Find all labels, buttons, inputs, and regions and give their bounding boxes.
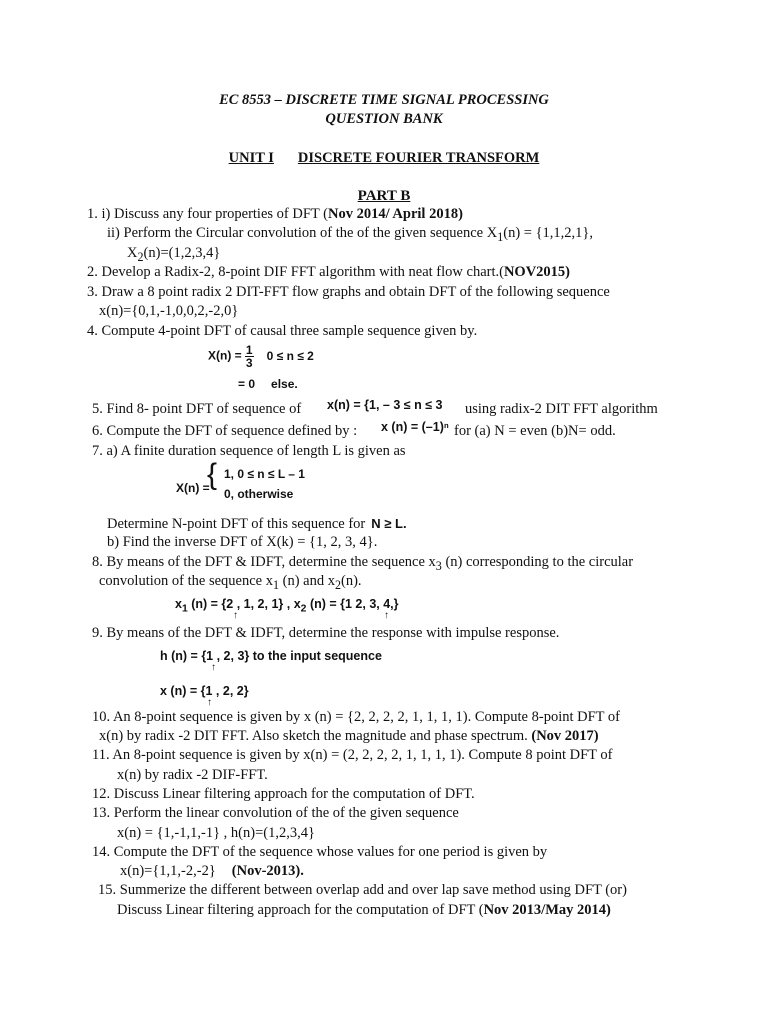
up-arrow-icon: ↑: [384, 610, 389, 621]
formula-q9-h: h (n) = {1 , 2, 3} to the input sequence: [160, 649, 382, 663]
question-text: x(n) by radix -2 DIT FFT. Also sketch the magnitude and phase spectrum.: [99, 728, 528, 744]
formula-q6: x (n) = (–1)ⁿ: [381, 420, 449, 434]
exam-tag: Nov 2014/ April 2018): [327, 206, 463, 222]
question-6: 6. Compute the DFT of sequence defined by :: [92, 423, 358, 439]
question-15: 15. Summerize the different between overlap add and over lap save method using DFT (or): [98, 882, 627, 898]
exam-tag: (Nov 2017): [531, 728, 599, 744]
formula-x2: x: [290, 597, 301, 611]
formula-x2-value: (n) = {1 2, 3, 4,}: [306, 597, 399, 611]
question-text: ii) Perform the Circular convolution of the of the given sequence X: [107, 225, 498, 241]
question-text: Discuss Linear filtering approach for the computation of DFT (: [117, 902, 484, 918]
question-14: [92, 844, 547, 861]
question-text: (n) and x: [279, 573, 335, 589]
formula-q5: x(n) = {1, – 3 ≤ n ≤ 3: [327, 398, 443, 412]
up-arrow-icon: ↑: [211, 662, 216, 673]
question-3-sequence: x(n)={0,1,-1,0,0,2,-2,0}: [99, 303, 239, 319]
formula-else: else.: [271, 377, 298, 391]
formula-case-2: 0, otherwise: [224, 487, 294, 501]
brace-icon: {: [207, 458, 218, 491]
question-3: 3. Draw a 8 point radix 2 DIT-FFT flow graphs and obtain DFT of the following sequence: [87, 284, 610, 300]
part-heading: PART B: [357, 188, 411, 204]
question-4: 4. Compute 4-point DFT of causal three sample sequence given by.: [87, 323, 478, 339]
question-text: 5. Find 8- point DFT of sequence of: [92, 401, 302, 417]
formula-case-1: 1, 0 ≤ n ≤ L – 1: [224, 467, 305, 481]
numerator: 1: [245, 343, 253, 357]
question-text: (n)=(1,2,3,4}: [143, 245, 221, 261]
formula-x1: x: [175, 597, 182, 611]
unit-number: UNIT I: [228, 150, 274, 166]
question-10-line-2: [99, 728, 599, 745]
question-13: 13. Perform the linear convolution of the of the given sequence: [92, 805, 459, 821]
question-text: 2. Develop a Radix-2, 8-point DIF FFT algorithm with neat flow chart.(: [87, 264, 504, 280]
question-5: [92, 401, 301, 418]
up-arrow-icon: ↑: [207, 697, 212, 708]
up-arrow-icon: ↑: [233, 610, 238, 621]
question-13-sequence: x(n) = {1,-1,1,-1} , h(n)=(1,2,3,4}: [117, 825, 315, 841]
question-5-tail: using radix-2 DIT FFT algorithm: [465, 401, 658, 417]
question-text: convolution of the sequence x: [99, 573, 273, 589]
subscript: 2: [334, 577, 342, 592]
condition-text: N ≥ L.: [371, 516, 407, 531]
formula-else-value: = 0: [238, 377, 256, 391]
formula-condition: 0 ≤ n ≤ 2: [266, 348, 314, 363]
question-text: (n) = {1,1,2,1},: [503, 225, 593, 241]
formula-x1-value: (n) = {2 , 1, 2, 1} ,: [187, 597, 291, 611]
question-text: (n).: [341, 573, 362, 589]
subscript: 1: [181, 603, 188, 615]
question-number: 14: [92, 844, 107, 860]
subscript: 1: [272, 577, 279, 592]
question-7-part-a: [107, 515, 407, 533]
question-9: 9. By means of the DFT & IDFT, determine the response with impulse response.: [92, 625, 560, 641]
formula-q9-x: x (n) = {1 , 2, 2}: [160, 684, 249, 698]
question-1-part-ii: [107, 225, 593, 246]
formula-fraction: [245, 344, 254, 369]
question-text: 1. i) Discuss any four properties of DFT (: [87, 206, 328, 222]
course-title: EC 8553 – DISCRETE TIME SIGNAL PROCESSING: [219, 92, 549, 108]
question-8: [92, 554, 633, 575]
question-1-part-i: [87, 206, 463, 223]
exam-tag: NOV2015): [503, 264, 571, 280]
question-7-part-b: b) Find the inverse DFT of X(k) = {1, 2, 3, 4}.: [107, 534, 378, 550]
question-8-line-2: [99, 573, 362, 594]
subscript: 2: [300, 603, 307, 615]
formula-lhs: X(n) =: [176, 481, 210, 495]
denominator: 3: [245, 356, 253, 370]
formula-lhs: X(n) =: [208, 348, 242, 363]
subscript: 1: [497, 229, 504, 244]
question-10: 10. An 8-point sequence is given by x (n) = {2, 2, 2, 2, 1, 1, 1, 1). Compute 8-point DFT of: [92, 709, 620, 725]
question-2: [87, 264, 570, 281]
exam-tag: Nov 2013/May 2014): [483, 902, 611, 918]
subscript: 2: [137, 249, 144, 264]
formula-q8: [175, 597, 399, 615]
question-6-tail: for (a) N = even (b)N= odd.: [454, 423, 616, 439]
question-11: 11. An 8-point sequence is given by x(n) = (2, 2, 2, 2, 1, 1, 1, 1). Compute 8 point DFT of: [92, 747, 613, 763]
question-text: x(n)={1,1,-2,-2}: [120, 863, 216, 879]
exam-tag: (Nov-2013).: [231, 863, 304, 879]
question-bank-title: QUESTION BANK: [325, 111, 443, 127]
question-14-sequence: [120, 863, 304, 880]
unit-heading: [0, 150, 768, 167]
question-15-line-2: [117, 902, 611, 919]
question-1-sequence-2: $X_2(n)=(1,2,3,4\}$: [127, 245, 221, 264]
unit-title: DISCRETE FOURIER TRANSFORM: [297, 150, 540, 166]
question-11-line-2: x(n) by radix -2 DIF-FFT.: [117, 767, 268, 783]
formula-q4: [208, 344, 408, 392]
question-12: 12. Discuss Linear filtering approach for the computation of DFT.: [92, 786, 475, 802]
question-7: 7. a) A finite duration sequence of length L is given as: [92, 443, 406, 459]
question-text: 8. By means of the DFT & IDFT, determine the sequence x: [92, 554, 436, 570]
formula-q7: [176, 458, 336, 505]
question-text: Determine N-point DFT of this sequence for: [107, 516, 366, 532]
question-text: . Compute the DFT of the sequence whose values for one period is given by: [106, 844, 548, 860]
subscript: 3: [435, 558, 442, 573]
question-text: (n) corresponding to the circular: [441, 554, 634, 570]
